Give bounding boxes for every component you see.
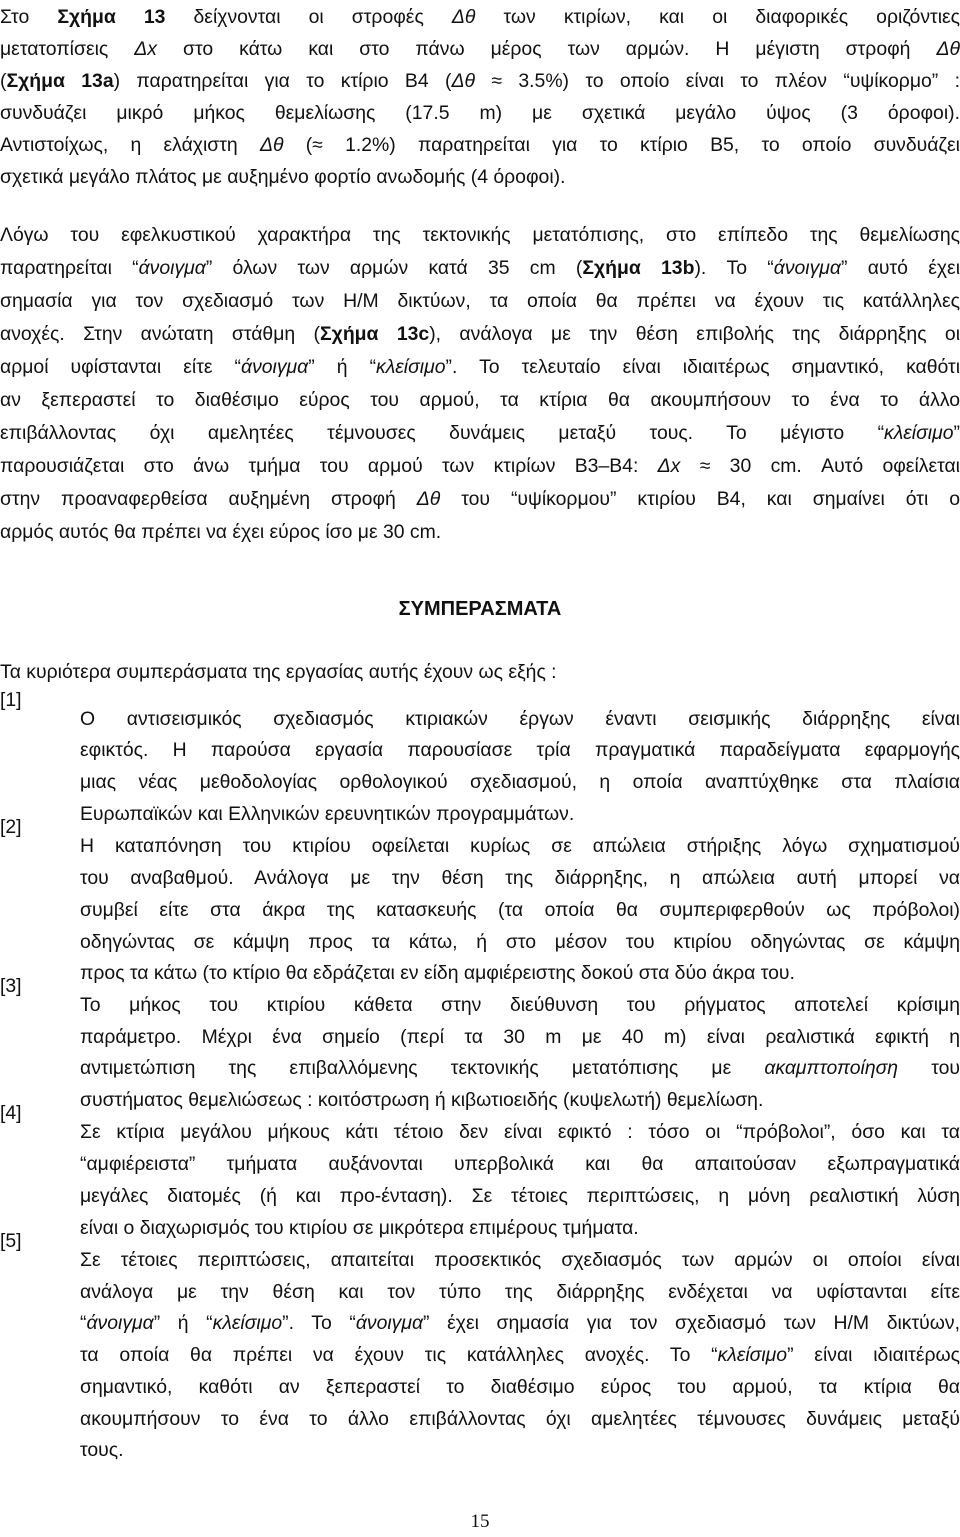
text-line: Λόγω του εφελκυστικού χαρακτήρα της τεκτονικής μετατόπισης, στο επίπεδο της θεμελίωσης: [0, 224, 960, 246]
text-line: Η καταπόνηση του κτιρίου οφείλεται κυρίως σε απώλεια στήριξης λόγω σχηματισμού: [80, 835, 960, 858]
item-number: [1]: [0, 689, 22, 711]
item-number: [2]: [0, 816, 22, 838]
text-line: σημαντικό, καθότι αν ξεπεραστεί το διαθέσιμο εύρος του αρμού, τα κτίρια θα: [80, 1376, 960, 1399]
item-number: [5]: [0, 1230, 22, 1252]
text-line: Σε κτίρια μεγάλου μήκους κάτι τέτοιο δεν είναι εφικτό : τόσο οι “πρόβολοι”, όσο και τα: [80, 1121, 960, 1144]
text-line: συμβεί είτε στα άκρα της κατασκευής (τα οποία θα συμπεριφερθούν ως πρόβολοι): [80, 899, 960, 922]
item-number: [3]: [0, 975, 22, 997]
text-line: μεγάλες διατομές (ή και προ-ένταση). Σε τέτοιες περιπτώσεις, η μόνη ρεαλιστική λύση: [80, 1185, 960, 1208]
text-line: αρμός αυτός θα πρέπει να έχει εύρος ίσο με 30 cm.: [0, 521, 442, 543]
text-line: προς τα κάτω (το κτίριο θα εδράζεται εν είδη αμφιέρειστης δοκού στα δύο άκρα του.: [80, 962, 795, 985]
item-number: [4]: [0, 1102, 22, 1124]
text-line: σημασία για τον σχεδιασμό των Η/Μ δικτύων, τα οποία θα πρέπει να έχουν τις κατάλληλες: [0, 290, 960, 312]
text-line: είναι ο διαχωρισμός του κτιρίου σε μικρότερα επιμέρους τμήματα.: [80, 1217, 639, 1240]
text-line: σχετικά μεγάλο πλάτος με αυξημένο φορτίο ανωδομής (4 όροφοι).: [0, 166, 566, 188]
text-line: μιας νέας μεθοδολογίας ορθολογικού σχεδιασμού, η οποία αναπτύχθηκε στα πλαίσια: [80, 771, 960, 794]
text-line: τους.: [80, 1439, 124, 1462]
text-line: παράμετρο. Μέχρι ένα σημείο (περί τα 30 m με 40 m) είναι ρεαλιστικά εφικτή η: [80, 1026, 960, 1049]
text-line: επιβάλλοντας όχι αμελητέες τέμνουσες δυνάμεις μεταξύ τους. Το μέγιστο “κλείσιμο”: [0, 422, 960, 444]
text-line: Ευρωπαϊκών και Ελληνικών ερευνητικών προγραμμάτων.: [80, 803, 575, 826]
text-line: αρμοί υφίστανται είτε “άνοιγμα” ή “κλείσιμο”. Το τελευταίο είναι ιδιαιτέρως σημαντικό, καθότι: [0, 356, 960, 378]
page-number: 15: [470, 1511, 490, 1532]
text-line: (Σχήμα 13a) παρατηρείται για το κτίριο Β4 (Δθ ≈ 3.5%) το οποίο είναι το πλέον “υψίκορμο” :: [0, 70, 960, 92]
text-line: Σε τέτοιες περιπτώσεις, απαιτείται προσεκτικός σχεδιασμός των αρμών οι οποίοι είναι: [80, 1249, 960, 1272]
text-line: παρουσιάζεται στο άνω τμήμα του αρμού των κτιρίων Β3–Β4: Δx ≈ 30 cm. Αυτό οφείλεται: [0, 455, 960, 477]
text-line: Ο αντισεισμικός σχεδιασμός κτιριακών έργων έναντι σεισμικής διάρρηξης είναι: [80, 708, 960, 731]
text-line: “άνοιγμα” ή “κλείσιμο”. Το “άνοιγμα” έχει σημασία για τον σχεδιασμό των Η/Μ δικτύων,: [80, 1312, 960, 1335]
conclusions-intro: Τα κυριότερα συμπεράσματα της εργασίας αυτής έχουν ως εξής :: [0, 661, 557, 683]
text-line: αντιμετώπιση της επιβαλλόμενης τεκτονικής μετατόπισης με ακαμπτοποίηση του: [80, 1057, 960, 1080]
text-line: οδηγώντας σε κάμψη προς τα κάτω, ή στο μέσον του κτιρίου οδηγώντας σε κάμψη: [80, 931, 960, 954]
text-line: Στο Σχήμα 13 δείχνονται οι στροφές Δθ των κτιρίων, και οι διαφορικές οριζόντιες: [0, 6, 960, 28]
text-line: συνδυάζει μικρό μήκος θεμελίωσης (17.5 m) με σχετικά μεγάλο ύψος (3 όροφοι).: [0, 102, 960, 124]
text-line: μετατοπίσεις Δx στο κάτω και στο πάνω μέρος των αρμών. Η μέγιστη στροφή Δθ: [0, 38, 960, 60]
text-line: του αναβαθμού. Ανάλογα με την θέση της διάρρηξης, η απώλεια αυτή μπορεί να: [80, 867, 960, 890]
text-line: “αμφιέρειστα” τμήματα αυξάνονται υπερβολικά και θα απαιτούσαν εξωπραγματικά: [80, 1153, 960, 1176]
section-title: ΣΥΜΠΕΡΑΣΜΑΤΑ: [398, 598, 562, 620]
text-line: τα οποία θα πρέπει να έχουν τις κατάλληλες ανοχές. Το “κλείσιμο” είναι ιδιαιτέρως: [80, 1344, 960, 1367]
text-line: παρατηρείται “άνοιγμα” όλων των αρμών κατά 35 cm (Σχήμα 13b). Το “άνοιγμα” αυτό έχει: [0, 257, 960, 279]
text-line: εφικτός. Η παρούσα εργασία παρουσίασε τρία πραγματικά παραδείγματα εφαρμογής: [80, 739, 960, 762]
text-line: συστήματος θεμελιώσεως : κοιτόστρωση ή κιβωτιοειδής (κυψελωτή) θεμελίωση.: [80, 1089, 764, 1112]
text-line: ανάλογα με την θέση και τον τύπο της διάρρηξης ενδέχεται να υφίστανται είτε: [80, 1281, 960, 1304]
text-line: αν ξεπεραστεί το διαθέσιμο εύρος του αρμού, τα κτίρια θα ακουμπήσουν το ένα το άλλο: [0, 389, 960, 411]
text-line: ανοχές. Στην ανώτατη στάθμη (Σχήμα 13c), ανάλογα με την θέση επιβολής της διάρρηξης οι: [0, 323, 960, 345]
text-line: Το μήκος του κτιρίου κάθετα στην διεύθυνση του ρήγματος αποτελεί κρίσιμη: [80, 994, 960, 1017]
text-line: ακουμπήσουν το ένα το άλλο επιβάλλοντας όχι αμελητέες τέμνουσες δυνάμεις μεταξύ: [80, 1408, 960, 1431]
text-line: Αντιστοίχως, η ελάχιστη Δθ (≈ 1.2%) παρατηρείται για το κτίριο Β5, το οποίο συνδυάζει: [0, 134, 960, 156]
text-line: στην προαναφερθείσα αυξημένη στροφή Δθ του “υψίκορμου” κτιρίου Β4, και σημαίνει ότι ο: [0, 488, 960, 510]
